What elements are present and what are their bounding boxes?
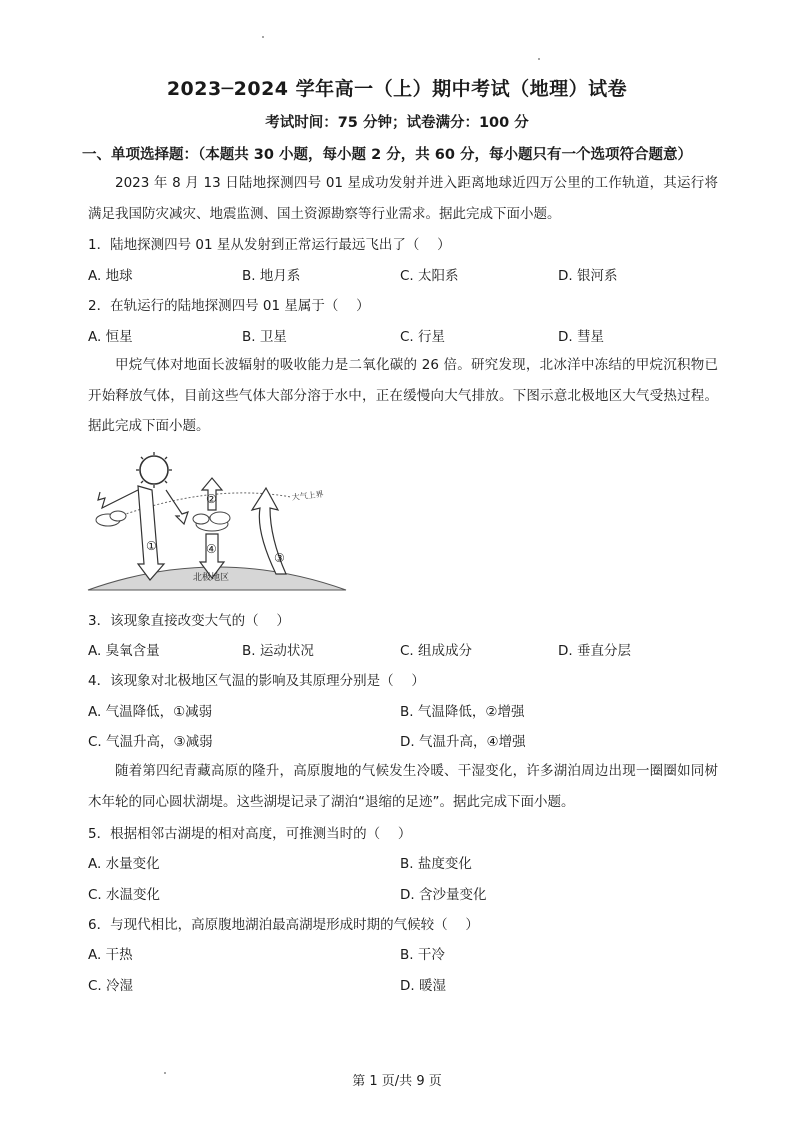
marker-2: ② xyxy=(206,492,217,506)
question-1-option-a[interactable]: A. 地球 xyxy=(88,268,133,284)
question-2-option-b[interactable]: B. 卫星 xyxy=(242,329,287,345)
question-2-option-c[interactable]: C. 行星 xyxy=(400,329,446,345)
question-2-stem: 2．在轨运行的陆地探测四号 01 星属于（ ） xyxy=(88,298,370,314)
cloud-icon xyxy=(96,511,126,526)
question-5-option-c[interactable]: C. 水温变化 xyxy=(88,887,161,903)
page-number: 第 1 页/共 9 页 xyxy=(352,1074,442,1089)
question-6-stem: 6．与现代相比，高原腹地湖泊最高湖堤形成时期的气候较（ ） xyxy=(88,917,479,933)
question-4-option-a[interactable]: A. 气温降低，①减弱 xyxy=(88,704,213,720)
question-6-option-c[interactable]: C. 冷湿 xyxy=(88,978,134,994)
cloud-icon xyxy=(193,512,230,531)
marker-1: ① xyxy=(146,539,157,553)
question-6-option-d[interactable]: D. 暖湿 xyxy=(400,978,446,994)
exam-title: 2023─2024 学年高一（上）期中考试（地理）试卷 xyxy=(166,78,628,100)
atmosphere-arrow xyxy=(166,490,188,524)
passage-1: 2023 年 8 月 13 日陆地探测四号 01 星成功发射并进入距离地球近四万公里的工作轨道，其运行将满足我国防灾减灾、地震监测、国土资源勘察等行业需求。据此完成下面小题。 xyxy=(88,175,718,222)
question-3-option-a[interactable]: A. 臭氧含量 xyxy=(88,643,160,659)
section-heading: 一、单项选择题：（本题共 30 小题，每小题 2 分，共 60 分，每小题只有一个选项符合题意） xyxy=(82,147,692,163)
reflected-arrow xyxy=(98,490,138,508)
marker-4: ④ xyxy=(206,542,217,556)
question-4-option-b[interactable]: B. 气温降低，②增强 xyxy=(400,704,525,720)
question-3-option-d[interactable]: D. 垂直分层 xyxy=(558,643,631,659)
scan-speck xyxy=(538,58,540,60)
atmosphere-heating-diagram xyxy=(86,452,348,592)
question-4-option-d[interactable]: D. 气温升高，④增强 xyxy=(400,734,526,750)
exam-subtitle: 考试时间：75 分钟；试卷满分：100 分 xyxy=(265,115,529,131)
question-6-option-a[interactable]: A. 干热 xyxy=(88,947,133,963)
question-3-option-b[interactable]: B. 运动状况 xyxy=(242,643,314,659)
question-1-option-c[interactable]: C. 太阳系 xyxy=(400,268,459,284)
question-3-option-c[interactable]: C. 组成成分 xyxy=(400,643,473,659)
question-2-option-d[interactable]: D. 彗星 xyxy=(558,329,604,345)
diagram-svg xyxy=(86,452,348,592)
passage-2: 甲烷气体对地面长波辐射的吸收能力是二氧化碳的 26 倍。研究发现，北冰洋中冻结的甲烷沉积物已开始释放气体，目前这些气体大部分溶于水中，正在缓慢向大气排放。下图示意北极地区大气受热过程。据此完成下面小题。 xyxy=(88,357,718,434)
passage-3: 随着第四纪青藏高原的隆升，高原腹地的气候发生冷暖、干湿变化，许多湖泊周边出现一圈圈如同树木年轮的同心圆状湖堤。这些湖堤记录了湖泊“退缩的足迹”。据此完成下面小题。 xyxy=(88,763,718,810)
question-4-stem: 4．该现象对北极地区气温的影响及其原理分别是（ ） xyxy=(88,673,425,689)
question-4-option-c[interactable]: C. 气温升高，③减弱 xyxy=(88,734,213,750)
question-5-stem: 5．根据相邻古湖堤的相对高度，可推测当时的（ ） xyxy=(88,826,412,842)
marker-3: ③ xyxy=(274,551,285,565)
question-5-option-b[interactable]: B. 盐度变化 xyxy=(400,856,472,872)
question-6-option-b[interactable]: B. 干冷 xyxy=(400,947,445,963)
sun-icon xyxy=(136,452,172,488)
question-1-stem: 1．陆地探测四号 01 星从发射到正常运行最远飞出了（ ） xyxy=(88,237,451,253)
question-5-option-d[interactable]: D. 含沙量变化 xyxy=(400,887,487,903)
question-5-option-a[interactable]: A. 水量变化 xyxy=(88,856,160,872)
scan-speck xyxy=(262,36,264,38)
arrow-1 xyxy=(138,486,164,580)
question-1-option-b[interactable]: B. 地月系 xyxy=(242,268,301,284)
question-2-option-a[interactable]: A. 恒星 xyxy=(88,329,133,345)
question-3-stem: 3．该现象直接改变大气的（ ） xyxy=(88,613,290,629)
question-1-option-d[interactable]: D. 银河系 xyxy=(558,268,618,284)
ground-label: 北极地区 xyxy=(193,573,230,583)
atmosphere-label: 大气上界 xyxy=(291,489,325,502)
